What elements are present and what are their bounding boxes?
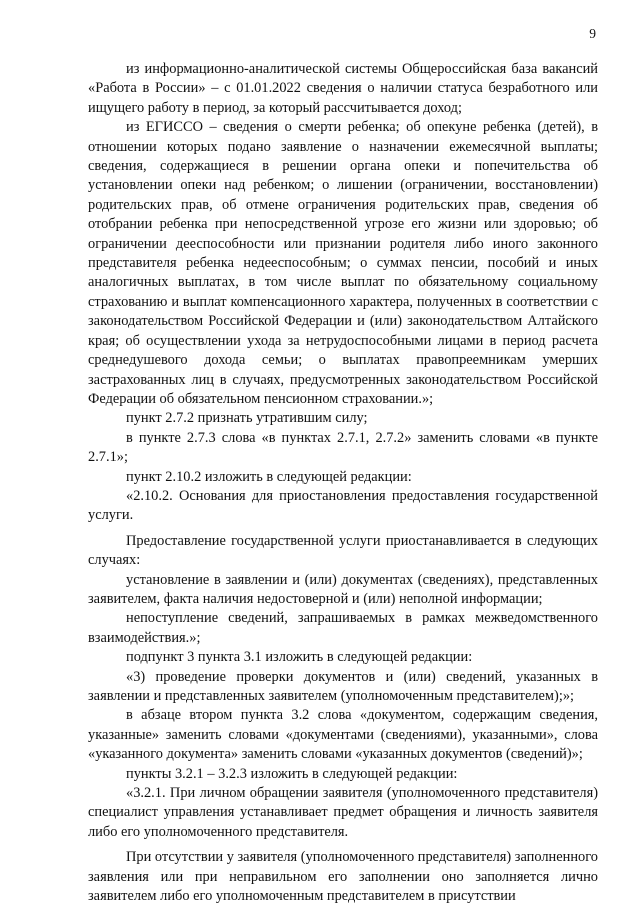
paragraph: пункт 2.10.2 изложить в следующей редакции: [126, 468, 412, 485]
page-number: 9 [589, 26, 596, 41]
paragraph: из ЕГИССО – сведения о смерти ребенка; об опекуне ребенка (детей), в отношении которых подано заявление о назначении ежемесячной выплаты; сведения, содержащиеся в решении органа опеки и попечительства об установлении опеки над ребенком; о лишении (ограничении, восстановлении) родительских прав, об отмене ограничения родительских прав, сведения об отобрании ребенка при непосредственной угрозе его жизни или здоровью; об ограничении дееспособности или признании родителя либо иного законного представителя ребенка недееспособным; о суммах пенсии, пособий и иных аналогичных выплатах, в том числе выплат по обязательному социальному страхованию и выплат компенсационного характера, полученных в соответствии с законодательством Российской Федерации и (или) законодательством Алтайского края; об осуществлении ухода за нетрудоспособными лицами в период расчета среднедушевого дохода семьи; о выплатах правопреемникам умерших застрахованных лиц в случаях, предусмотренных законодательством Российской Федерации об обязательном пенсионном страховании.»; [88, 119, 598, 407]
paragraph: подпункт 3 пункта 3.1 изложить в следующей редакции: [126, 649, 473, 666]
paragraph: пункты 3.2.1 – 3.2.3 изложить в следующей редакции: [126, 765, 458, 782]
paragraph: пункт 2.7.2 признать утратившим силу; [126, 410, 368, 427]
paragraph: непоступление сведений, запрашиваемых в рамках межведомственного взаимодействия.»; [88, 610, 598, 646]
document-body [88, 60, 598, 906]
paragraph: «2.10.2. Основания для приостановления предоставления государственной услуги. [88, 487, 598, 524]
paragraph: в пункте 2.7.3 слова «в пунктах 2.7.1, 2.7.2» заменить словами «в пункте 2.7.1»; [88, 429, 598, 466]
paragraph: При отсутствии у заявителя (уполномоченного представителя) заполненного заявления или при неправильном его заполнении оно заполняется лично заявителем либо его уполномоченным представителем в присутствии [88, 849, 598, 905]
paragraph: Предоставление государственной услуги приостанавливается в следующих случаях: [88, 532, 598, 569]
paragraph: из информационно-аналитической системы Общероссийская база вакансий «Работа в России» – с 01.01.2022 сведения о наличии статуса безработного или ищущего работу в период, за который рассчитывается доход; [88, 61, 598, 116]
paragraph: «3) проведение проверки документов и (или) сведений, указанных в заявлении и представленных заявителем (уполномоченным представителем);»; [88, 668, 598, 704]
paragraph: установление в заявлении и (или) документах (сведениях), представленных заявителем, факта наличия недостоверной и (или) неполной информации; [88, 571, 598, 607]
paragraph: «3.2.1. При личном обращении заявителя (уполномоченного представителя) специалист управления устанавливает предмет обращения и личность заявителя либо его уполномоченного представителя. [88, 785, 598, 840]
paragraph: в абзаце втором пункта 3.2 слова «документом, содержащим сведения, указанные» заменить словами «документами (сведениями), указанными», слова «указанного документа» заменить словами «указанных документов (сведений)»; [88, 707, 598, 763]
